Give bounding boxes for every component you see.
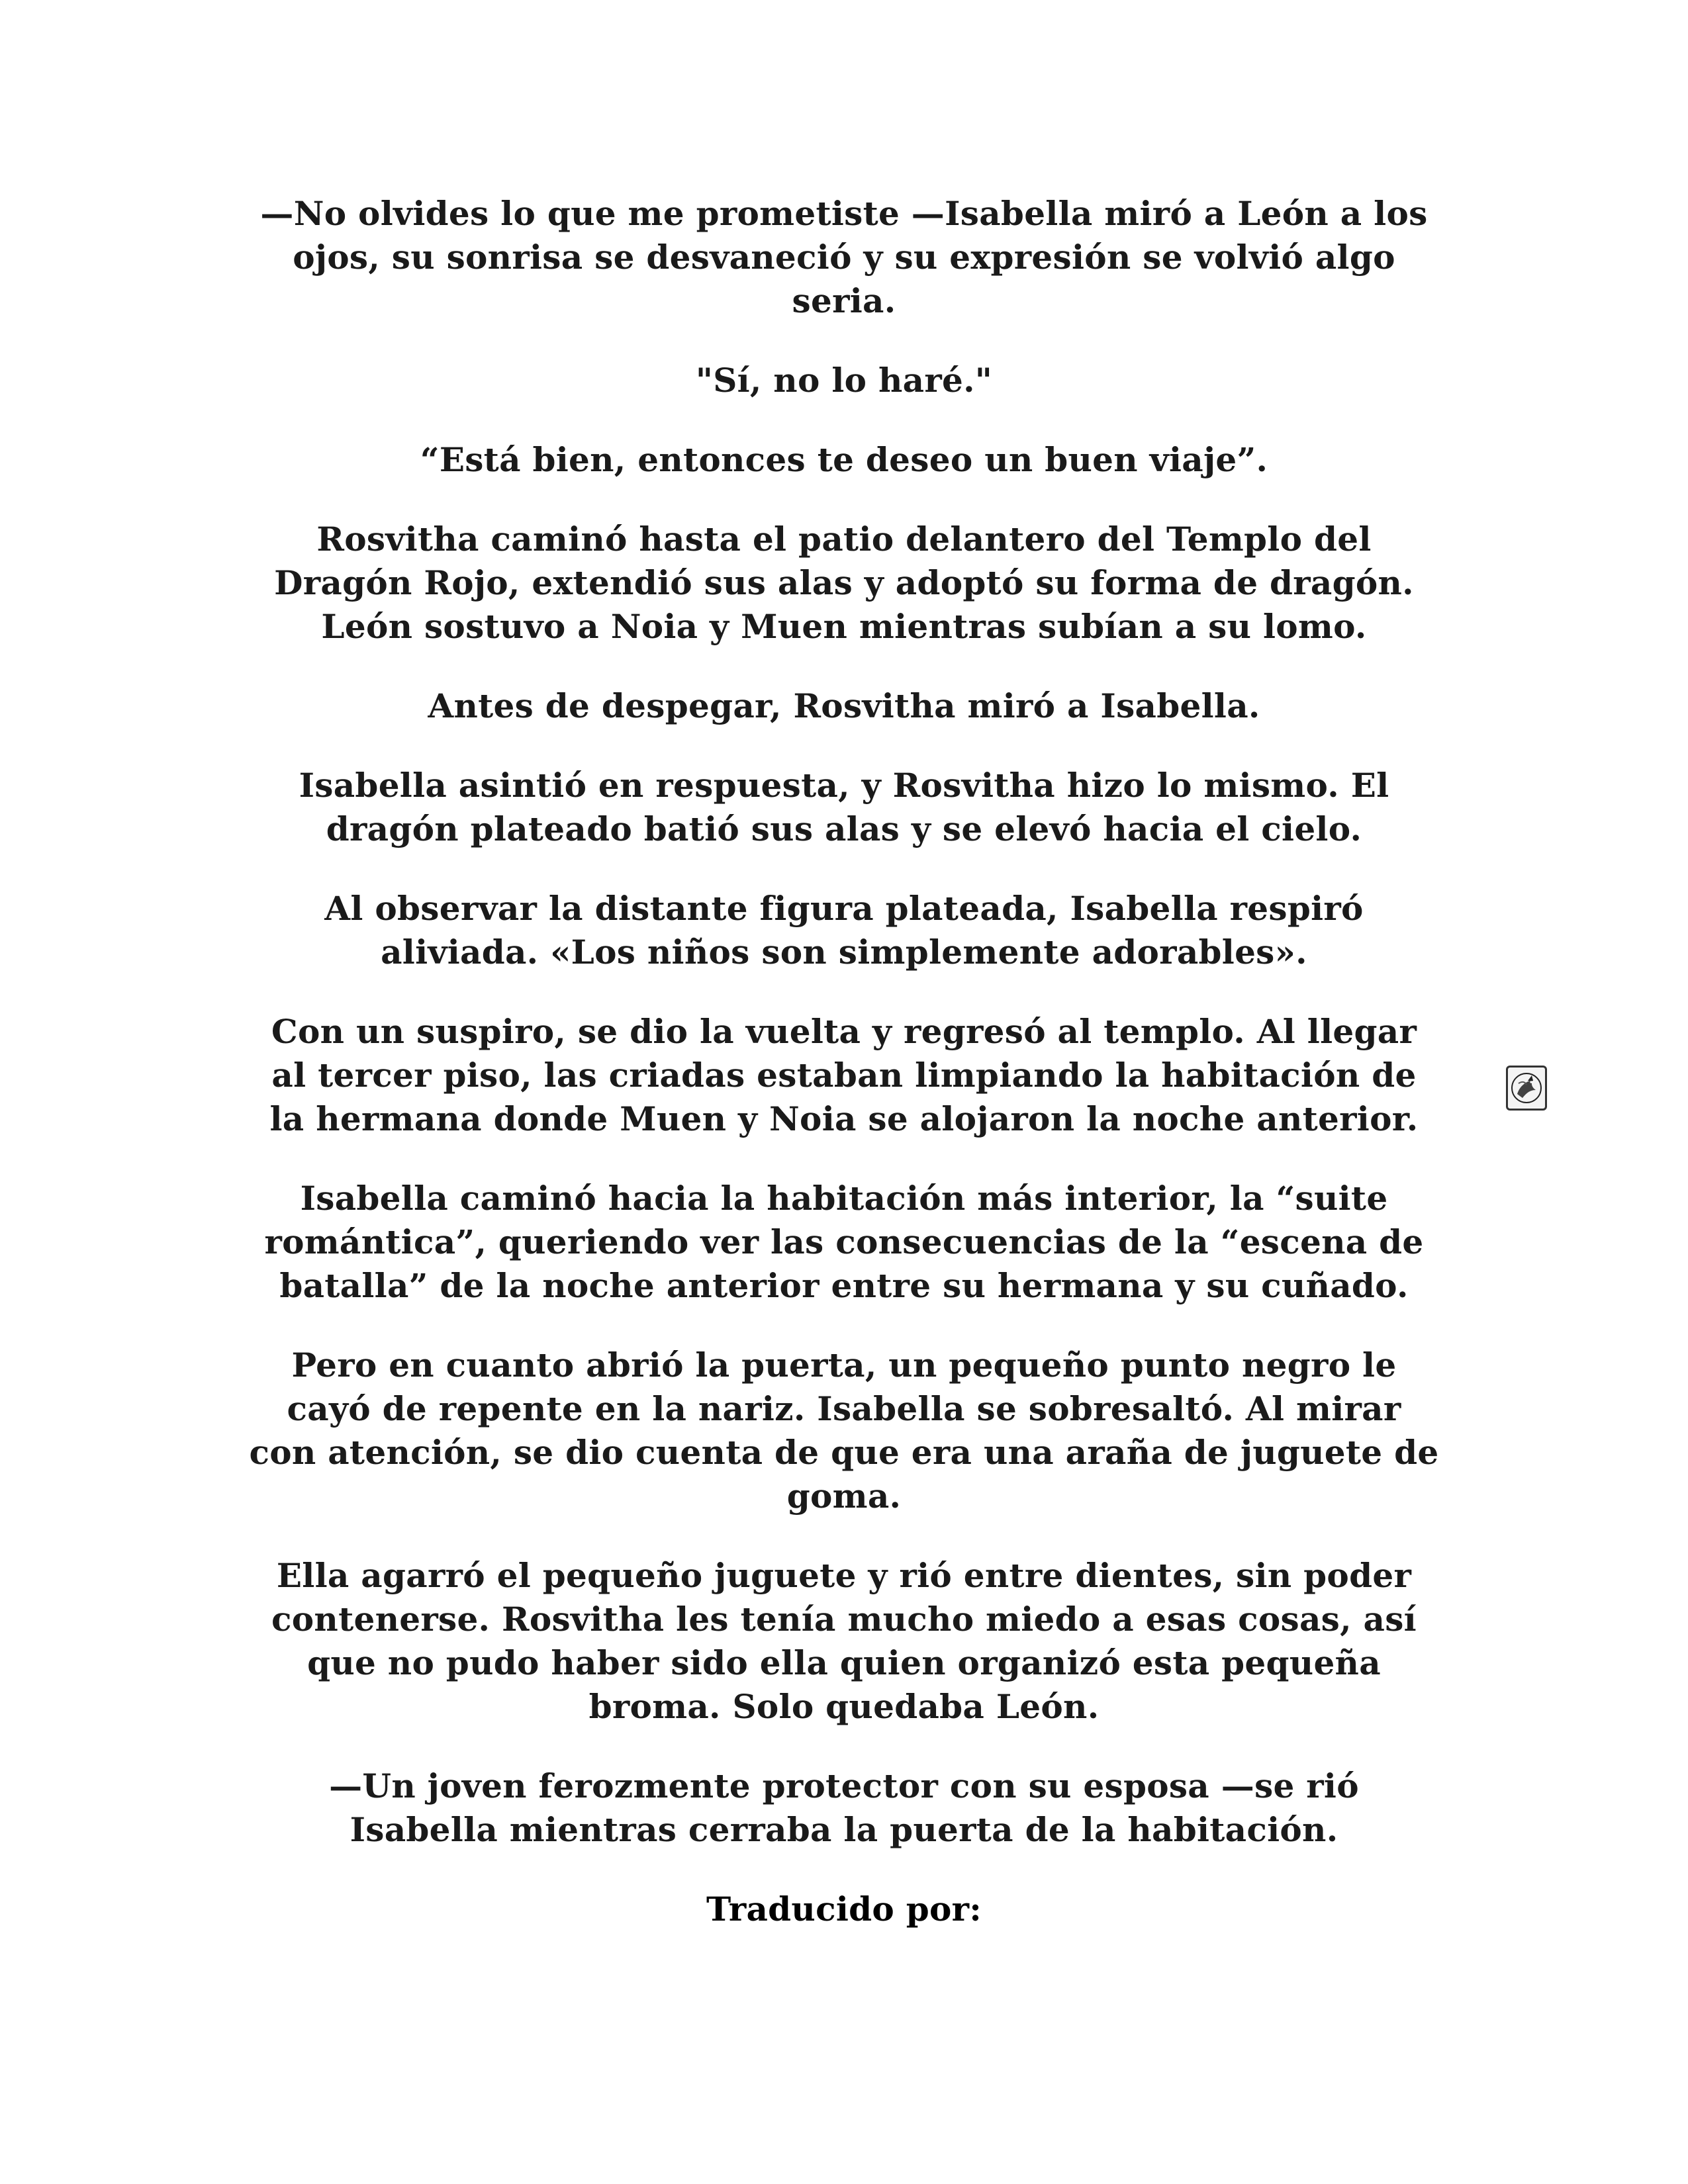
paragraph-line: Con un suspiro, se dio la vuelta y regresó al templo. Al llegar [271, 1012, 1417, 1051]
translator-credit [225, 1888, 1463, 1931]
paragraph-line: Isabella asintió en respuesta, y Rosvitha hizo lo mismo. El [299, 766, 1389, 805]
paragraph-line: "Sí, no lo haré." [695, 361, 993, 400]
paragraph-4 [225, 518, 1463, 649]
paragraph-line: seria. [792, 281, 896, 320]
paragraph-line: la hermana donde Muen y Noia se alojaron la noche anterior. [269, 1099, 1419, 1138]
paragraph-line: Al observar la distante figura plateada, Isabella respiró [324, 889, 1364, 928]
paragraph-5 [225, 684, 1463, 728]
paragraph-2 [225, 359, 1463, 402]
paragraph-line: goma. [786, 1477, 902, 1516]
paragraph-line: aliviada. «Los niños son simplemente adorables». [381, 933, 1307, 972]
paragraph-line: que no pudo haber sido ella quien organizó esta pequeña [307, 1643, 1381, 1682]
document-body [225, 192, 1463, 1967]
paragraph-line: —Un joven ferozmente protector con su esposa —se rió [329, 1766, 1359, 1805]
dragon-emblem-icon [1506, 1066, 1547, 1111]
paragraph-line: “Está bien, entonces te deseo un buen viaje”. [420, 440, 1268, 479]
paragraph-11 [225, 1554, 1463, 1729]
paragraph-line: con atención, se dio cuenta de que era una araña de juguete de [249, 1433, 1439, 1472]
paragraph-line: Pero en cuanto abrió la puerta, un pequeño punto negro le [291, 1345, 1397, 1385]
paragraph-line: Ella agarró el pequeño juguete y rió entre dientes, sin poder [276, 1556, 1412, 1595]
paragraph-10 [225, 1343, 1463, 1518]
paragraph-line: Isabella mientras cerraba la puerta de la habitación. [350, 1810, 1338, 1849]
paragraph-8 [225, 1010, 1463, 1141]
paragraph-line: cayó de repente en la nariz. Isabella se sobresaltó. Al mirar [287, 1389, 1401, 1428]
paragraph-line: Antes de despegar, Rosvitha miró a Isabella. [428, 686, 1260, 725]
paragraph-line: ojos, su sonrisa se desvaneció y su expresión se volvió algo [293, 238, 1395, 277]
paragraph-12 [225, 1764, 1463, 1852]
paragraph-line: al tercer piso, las criadas estaban limpiando la habitación de [271, 1056, 1417, 1095]
paragraph-line: romántica”, queriendo ver las consecuencias de la “escena de [264, 1222, 1424, 1261]
paragraph-6 [225, 764, 1463, 851]
paragraph-line: batalla” de la noche anterior entre su hermana y su cuñado. [279, 1266, 1409, 1305]
paragraph-line: —No olvides lo que me prometiste —Isabella miró a León a los [260, 194, 1428, 233]
paragraph-3 [225, 438, 1463, 482]
paragraph-line: Rosvitha caminó hasta el patio delantero del Templo del [316, 520, 1372, 559]
paragraph-7 [225, 887, 1463, 974]
paragraph-line: Dragón Rojo, extendió sus alas y adoptó su forma de dragón. [274, 563, 1414, 602]
paragraph-1 [225, 192, 1463, 323]
paragraph-line: contenerse. Rosvitha les tenía mucho miedo a esas cosas, así [271, 1600, 1417, 1639]
paragraph-line: broma. Solo quedaba León. [588, 1687, 1100, 1726]
paragraph-line: Isabella caminó hacia la habitación más interior, la “suite [300, 1179, 1388, 1218]
dragon-emblem-graphic [1508, 1068, 1545, 1109]
paragraph-line: dragón plateado batió sus alas y se elevó hacia el cielo. [326, 809, 1362, 848]
credit-label: Traducido por: [706, 1889, 982, 1929]
paragraph-line: León sostuvo a Noia y Muen mientras subían a su lomo. [321, 607, 1367, 646]
paragraph-9 [225, 1177, 1463, 1308]
